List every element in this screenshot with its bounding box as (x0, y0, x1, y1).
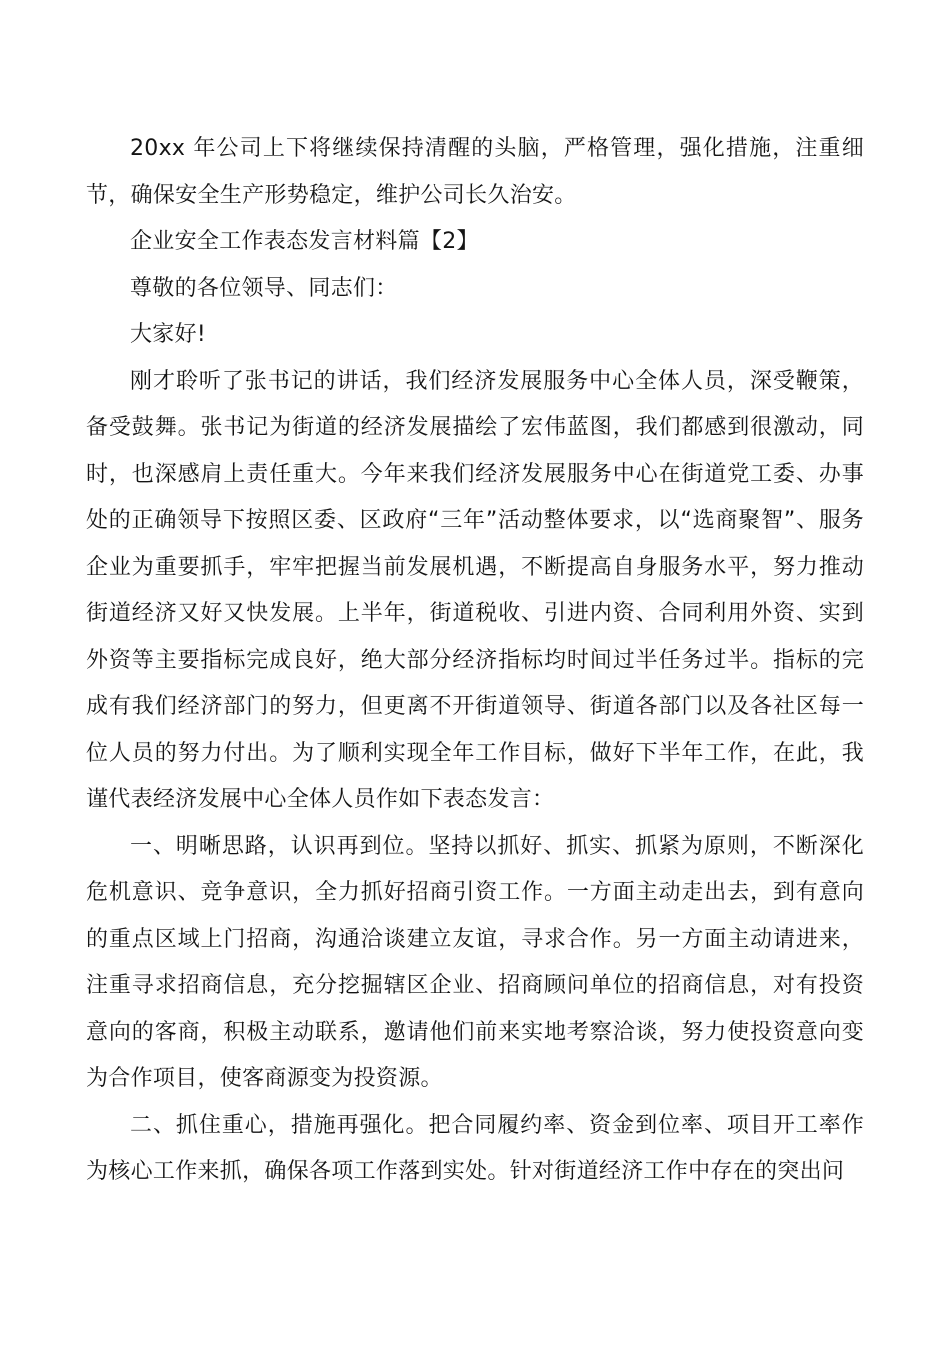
salutation: 尊敬的各位领导、同志们： (130, 275, 398, 301)
paragraph-point-two: 二、抓住重心，措施再强化。把合同履约率、资金到位率、项目开工率作为核心工作来抓，确保各项工作落到实处。针对街道经济工作中存在的突出问 (86, 1112, 864, 1184)
paragraph-closing: 20xx 年公司上下将继续保持清醒的头脑，严格管理，强化措施，注重细节，确保安全生产形势稳定，维护公司长久治安。 (86, 136, 864, 208)
greeting: 大家好! (130, 322, 207, 347)
section-heading: 企业安全工作表态发言材料篇【2】 (130, 229, 479, 254)
paragraph-point-one: 一、明晰思路，认识再到位。坚持以抓好、抓实、抓紧为原则，不断深化危机意识、竞争意识，全力抓好招商引资工作。一方面主动走出去，到有意向的重点区域上门招商，沟通洽谈建立友谊，寻求合作。另一方面主动请进来，注重寻求招商信息，充分挖掘辖区企业、招商顾问单位的招商信息，对有投资意向的客商，积极主动联系，邀请他们前来实地考察洽谈，努力使投资意向变为合作项目，使客商源变为投资源。 (86, 833, 864, 1091)
paragraph-intro: 刚才聆听了张书记的讲话，我们经济发展服务中心全体人员，深受鞭策，备受鼓舞。张书记为街道的经济发展描绘了宏伟蓝图，我们都感到很激动，同时，也深感肩上责任重大。今年来我们经济发展服务中心在街道党工委、办事处的正确领导下按照区委、区政府“三年”活动整体要求，以“选商聚智”、服务企业为重要抓手，牢牢把握当前发展机遇，不断提高自身服务水平，努力推动街道经济又好又快发展。上半年，街道税收、引进内资、合同利用外资、实到外资等主要指标完成良好，绝大部分经济指标均时间过半任务过半。指标的完成有我们经济部门的努力，但更离不开街道领导、街道各部门以及各社区每一位人员的努力付出。为了顺利实现全年工作目标，做好下半年工作，在此，我谨代表经济发展中心全体人员作如下表态发言： (86, 368, 864, 812)
